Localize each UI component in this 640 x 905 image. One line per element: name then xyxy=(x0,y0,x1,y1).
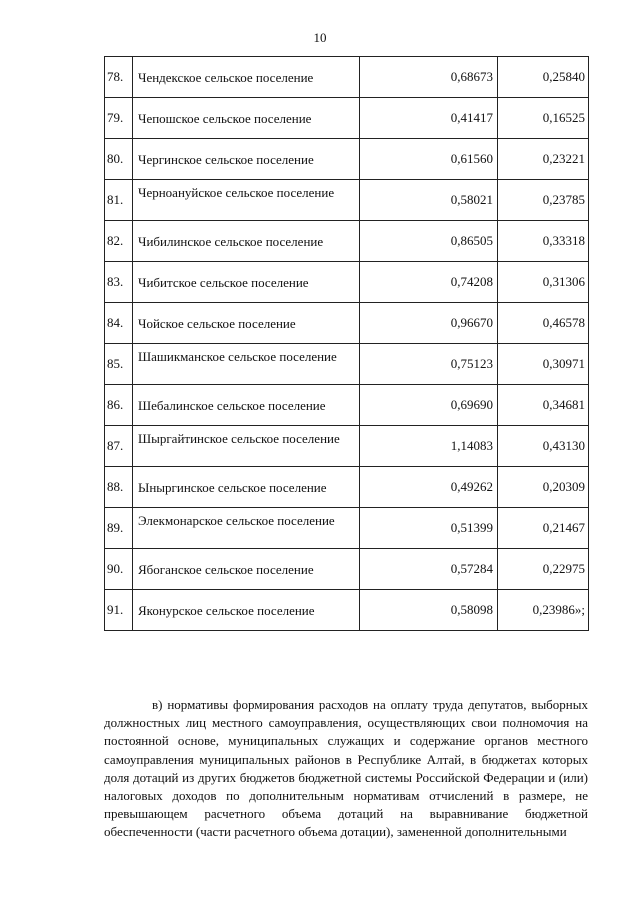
table-row xyxy=(105,426,589,467)
ratio-value-2: 0,20309 xyxy=(498,467,589,508)
ratio-value-2: 0,43130 xyxy=(498,426,589,467)
ratio-value-1: 0,75123 xyxy=(360,344,498,385)
ratio-value-2: 0,23986»; xyxy=(498,590,589,631)
ratio-value-2: 0,34681 xyxy=(498,385,589,426)
table-row xyxy=(105,508,589,549)
settlement-name: Шебалинское сельское поселение xyxy=(133,385,360,426)
ratio-value-1: 0,58098 xyxy=(360,590,498,631)
ratio-value-1: 0,68673 xyxy=(360,57,498,98)
ratio-value-1: 0,41417 xyxy=(360,98,498,139)
ratio-value-2: 0,31306 xyxy=(498,262,589,303)
row-number: 90. xyxy=(105,549,133,590)
ratio-value-2: 0,22975 xyxy=(498,549,589,590)
table-row xyxy=(105,303,589,344)
settlement-name: Ябоганское сельское поселение xyxy=(133,549,360,590)
row-number: 89. xyxy=(105,508,133,549)
row-number: 86. xyxy=(105,385,133,426)
table-row xyxy=(105,139,589,180)
row-number: 88. xyxy=(105,467,133,508)
settlement-name: Черноануйское сельское поселение xyxy=(133,180,360,221)
page-number: 10 xyxy=(313,30,327,45)
ratio-value-2: 0,25840 xyxy=(498,57,589,98)
ratio-value-2: 0,33318 xyxy=(498,221,589,262)
table-row xyxy=(105,590,589,631)
settlement-name: Чергинское сельское поселение xyxy=(133,139,360,180)
settlement-name: Чибилинское сельское поселение xyxy=(133,221,360,262)
ratio-value-2: 0,23785 xyxy=(498,180,589,221)
table-row xyxy=(105,262,589,303)
ratio-value-1: 1,14083 xyxy=(360,426,498,467)
ratio-value-2: 0,46578 xyxy=(498,303,589,344)
table-row xyxy=(105,57,589,98)
settlement-name: Яконурское сельское поселение xyxy=(133,590,360,631)
settlement-name: Чендекское сельское поселение xyxy=(133,57,360,98)
ratio-value-1: 0,58021 xyxy=(360,180,498,221)
settlement-name: Шашикманское сельское поселение xyxy=(133,344,360,385)
ratio-value-1: 0,86505 xyxy=(360,221,498,262)
table-row xyxy=(105,467,589,508)
row-number: 78. xyxy=(105,57,133,98)
row-number: 91. xyxy=(105,590,133,631)
settlement-name: Чепошское сельское поселение xyxy=(133,98,360,139)
ratio-value-2: 0,21467 xyxy=(498,508,589,549)
row-number: 80. xyxy=(105,139,133,180)
table-row xyxy=(105,385,589,426)
row-number: 82. xyxy=(105,221,133,262)
settlement-name: Чойское сельское поселение xyxy=(133,303,360,344)
table-row xyxy=(105,549,589,590)
settlement-name: Шыргайтинское сельское поселение xyxy=(133,426,360,467)
table-body xyxy=(105,57,589,631)
row-number: 84. xyxy=(105,303,133,344)
ratio-value-2: 0,30971 xyxy=(498,344,589,385)
ratio-value-1: 0,96670 xyxy=(360,303,498,344)
row-number: 79. xyxy=(105,98,133,139)
body-paragraph: в) нормативы формирования расходов на оплату труда депутатов, выборных должностных лиц местного самоуправления, осуществляющих свои полномочия на постоянной основе, муниципальных служащих и содержание органов местного самоуправления муниципальных районов в Республике Алтай, в бюджетах которых доля дотаций из других бюджетов бюджетной системы Российской Федерации и (или) налоговых доходов по дополнительным нормативам отчислений в размере, не превышающем расчетного объема дотаций на выравнивание бюджетной обеспеченности (части расчетного объема дотации), замененной дополнительными xyxy=(104,697,588,840)
row-number: 87. xyxy=(105,426,133,467)
ratio-value-1: 0,74208 xyxy=(360,262,498,303)
row-number: 85. xyxy=(105,344,133,385)
table-row xyxy=(105,344,589,385)
ratio-value-1: 0,57284 xyxy=(360,549,498,590)
municipal-ratios-table xyxy=(104,56,589,631)
table-row xyxy=(105,180,589,221)
settlement-name: Ыныргинское сельское поселение xyxy=(133,467,360,508)
ratio-value-1: 0,49262 xyxy=(360,467,498,508)
settlement-name: Элекмонарское сельское поселение xyxy=(133,508,360,549)
settlement-name: Чибитское сельское поселение xyxy=(133,262,360,303)
ratio-value-2: 0,23221 xyxy=(498,139,589,180)
table-row xyxy=(105,221,589,262)
ratio-value-1: 0,51399 xyxy=(360,508,498,549)
row-number: 81. xyxy=(105,180,133,221)
ratio-value-2: 0,16525 xyxy=(498,98,589,139)
ratio-value-1: 0,61560 xyxy=(360,139,498,180)
ratio-value-1: 0,69690 xyxy=(360,385,498,426)
row-number: 83. xyxy=(105,262,133,303)
table-row xyxy=(105,98,589,139)
